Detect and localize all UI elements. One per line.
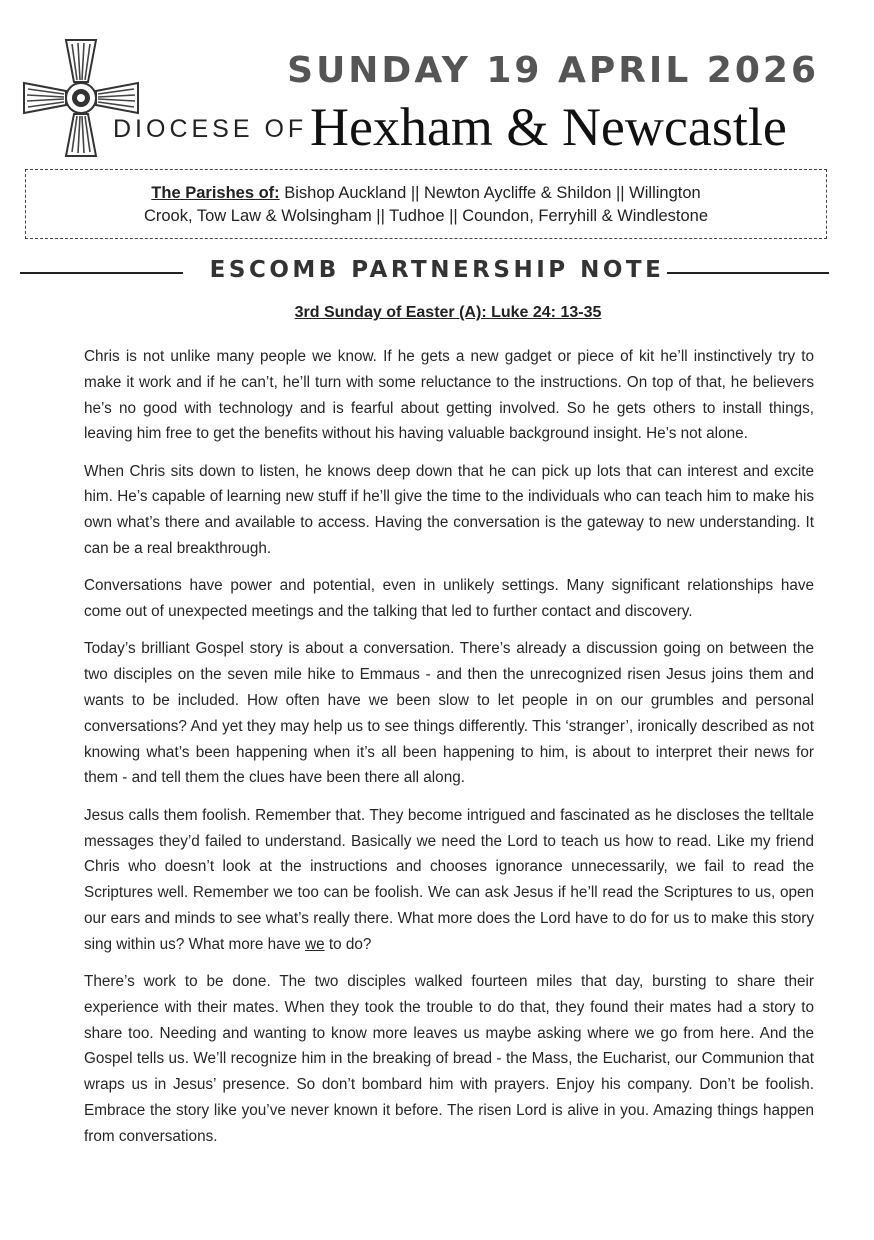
paragraph: When Chris sits down to listen, he knows deep down that he can pick up lots that can interest and excite him. He’s capable of learning new stuff if he’ll give the time to the individuals who can teach him to make his own what’s there and available to access. Having the conversation is the gateway to new understanding. It can be a real breakthrough. [84, 462, 814, 558]
paragraph: Conversations have power and potential, even in unlikely settings. Many significant relationships have come out of unexpected meetings and the talking that led to further contact and discovery. [84, 577, 814, 621]
paragraph: Today’s brilliant Gospel story is about a conversation. There’s already a discussion going on between the two disciples on the seven mile hike to Emmaus - and then the unrecognized risen Jesus joins them and wants to be included. How often have we been slow to let people in on our grumbles and personal conversations? And yet they may help us to see things differently. This ‘stranger’, ironically described as not knowing what’s been happening when it’s all been happening to him, is about to interpret their news for them - and tell them the clues have been there all along. [84, 640, 814, 787]
paragraph: Chris is not unlike many people we know. If he gets a new gadget or piece of kit he’ll instinctively try to make it work and if he can’t, he’ll turn with some reluctance to the instructions. On top of that, he believers he’s no good with technology and is fearful about getting involved. So he gets others to install things, leaving him free to get the benefits without his having valuable background insight. He’s not alone. [84, 348, 814, 443]
paragraph [84, 803, 814, 958]
parishes-box [25, 169, 827, 239]
diocese-prefix: DIOCESE OF [113, 115, 308, 143]
note-title: ESCOMB PARTNERSHIP NOTE [209, 257, 665, 283]
parishes-line-2: Crook, Tow Law & Wolsingham || Tudhoe || Coundon, Ferryhill & Windlestone [143, 207, 709, 225]
paragraph-text: to do? [324, 935, 372, 953]
date-heading: SUNDAY 19 APRIL 2026 [287, 50, 819, 91]
parishes-line-1 [26, 182, 826, 205]
paragraph-text: Jesus calls them foolish. Remember that. They become intrigued and fascinated as he discloses the telltale messages they’d failed to understand. Basically we need the Lord to teach us how to read. Like my friend Chris who doesn’t look at the instructions and chooses ignorance unnecessarily, we fail to read the Scriptures well. Remember we too can be foolish. We can ask Jesus if he’ll read the Scriptures to us, open our ears and minds to see what’s really there. What more does the Lord have to do for us to make this story sing within us? What more have [84, 806, 814, 953]
emphasis-we: we [305, 935, 325, 953]
parishes-list-1: Bishop Auckland || Newton Aycliffe & Shildon || Willington [279, 184, 701, 202]
paragraph: There’s work to be done. The two disciples walked fourteen miles that day, bursting to share their experience with their mates. When they took the trouble to do that, they found their mates had a story to share too. Needing and wanting to know more leaves us maybe asking where we go from here. And the Gospel tells us. We’ll recognize him in the breaking of bread - the Mass, the Eucharist, our Communion that wraps us in Jesus’ presence. So don’t bombard him with prayers. Enjoy his company. Don’t be foolish. Embrace the story like you’ve never known it before. The risen Lord is alive in you. Amazing things happen from conversations. [84, 973, 814, 1145]
gospel-reference: 3rd Sunday of Easter (A): Luke 24: 13-35 [294, 304, 602, 321]
note-body [84, 344, 814, 1161]
parishes-label: The Parishes of: [151, 184, 280, 202]
diocese-name: Hexham & Newcastle [310, 97, 787, 157]
